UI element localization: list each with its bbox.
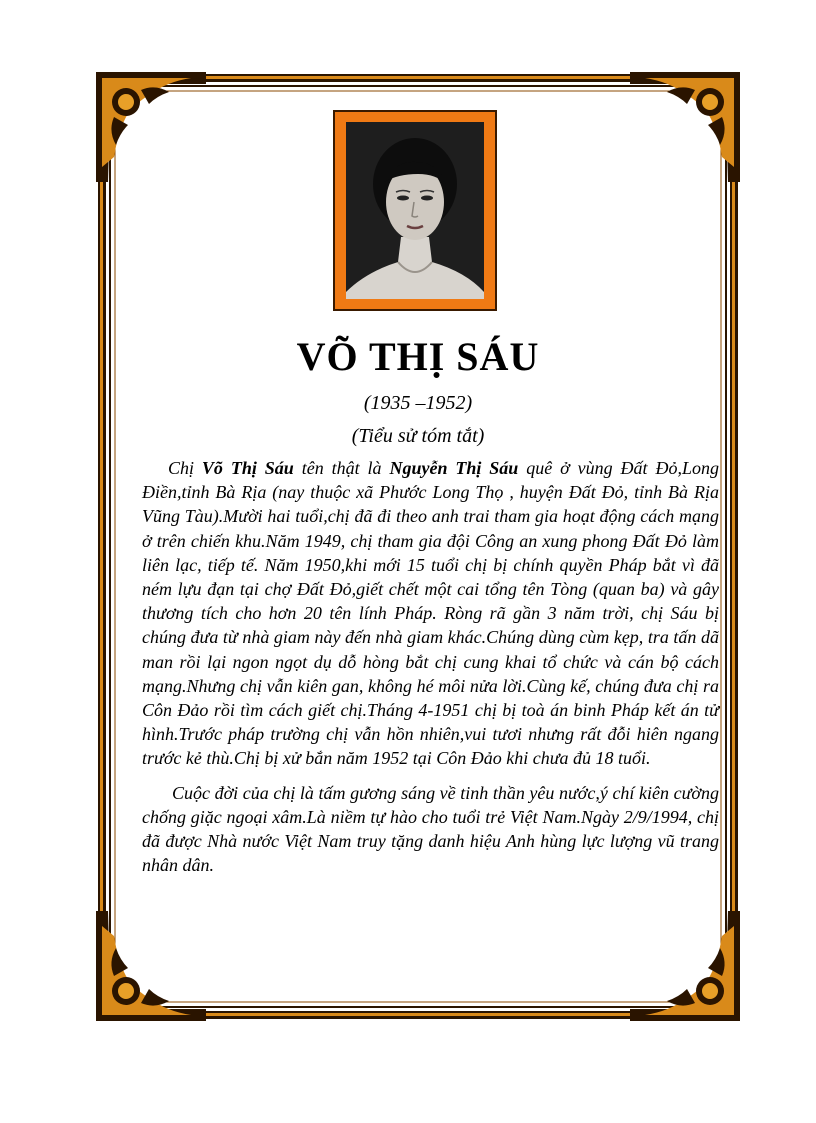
paragraph-1 bbox=[142, 456, 719, 771]
corner-ornament-tl-icon bbox=[96, 72, 206, 182]
page-title: VÕ THỊ SÁU bbox=[296, 334, 540, 379]
portrait-frame bbox=[333, 110, 497, 311]
p1-text-1: Chị bbox=[168, 458, 202, 478]
corner-ornament-br-icon bbox=[630, 911, 740, 1021]
corner-ornament-bl-icon bbox=[96, 911, 206, 1021]
p1-text-2: tên thật là bbox=[293, 458, 390, 478]
portrait-photo bbox=[346, 122, 484, 299]
name-nguyen-thi-sau: Nguyễn Thị Sáu bbox=[389, 458, 519, 478]
life-years: (1935 –1952) bbox=[363, 392, 473, 414]
corner-ornament-tr-icon bbox=[630, 72, 740, 182]
p1-text-3: quê ở vùng Đất Đỏ,Long Điền,tỉnh Bà Rịa (nay thuộc xã Phước Long Thọ , huyện Đất Đỏ, tỉnh Bà Rịa Vũng Tàu).Mười hai tuổi,chị đã đi theo anh trai tham gia hoạt động cách mạng ở trên chiến khu.Năm 1949, chị tham gia đội Công an xung phong Đất Đỏ làm liên lạc, tiếp tế. Năm 1950,khi mới 15 tuổi chị bị chính quyền Pháp bắt vì đã ném lựu đạn tại chợ Đất Đỏ,giết chết một cai tổng tên Tòng (quan ba) và gây thương tích cho hơn 20 tên lính Pháp. Ròng rã gần 3 năm trời, chị Sáu bị chúng đưa từ nhà giam này đến nhà giam khác.Chúng dùng cùm kẹp, tra tấn dã man rồi lại ngon ngọt dụ dỗ hòng bắt chị cung khai tổ chức và cán bộ cách mạng.Nhưng chị vẫn kiên gan, không hé môi nửa lời.Cùng kế, chúng đưa chị ra Côn Đảo rồi tìm cách giết chị.Tháng 4-1951 chị bị toà án binh Pháp kết án tử hình.Trước pháp trường chị vẫn hồn nhiên,vui tươi nhưng rất đỗi hiên ngang trước kẻ thù.Chị bị xử bắn năm 1952 tại Côn Đảo khi chưa đủ 18 tuổi. bbox=[142, 458, 719, 769]
paragraph-2: Cuộc đời của chị là tấm gương sáng về tinh thần yêu nước,ý chí kiên cường chống giặc ngoại xâm.Là niềm tự hào cho tuổi trẻ Việt Nam.Ngày 2/9/1994, chị đã được Nhà nước Việt Nam truy tặng danh hiệu Anh hùng lực lượng vũ trang nhân dân. bbox=[142, 782, 719, 876]
name-vo-thi-sau: Võ Thị Sáu bbox=[201, 458, 294, 478]
subtitle: (Tiểu sử tóm tắt) bbox=[351, 425, 485, 447]
portrait-image-icon bbox=[346, 122, 484, 299]
biography-text bbox=[142, 456, 719, 877]
